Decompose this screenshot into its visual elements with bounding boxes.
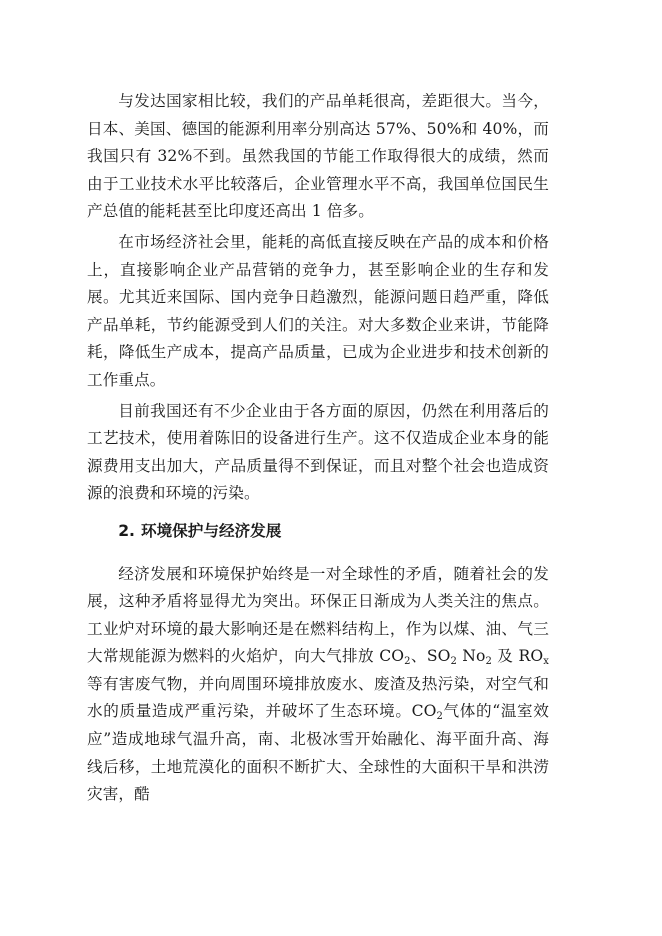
paragraph-outdated-technology: 目前我国还有不少企业由于各方面的原因，仍然在利用落后的工艺技术，使用着陈旧的设备进行生产。这不仅造成企业本身的能源费用支出加大，产品质量得不到保证，而且对整个社会也造成资源的浪费和环境的污染。 [87, 401, 549, 503]
no2-formula: $No_2$ [462, 647, 492, 668]
rox-formula: $RO_x$ [518, 647, 549, 668]
p4-text-1: 经济发展和环境保护始终是一对全球性的矛盾，随着社会的发展，这种矛盾将显得尤为突出。环保正日渐成为人类关注的焦点。工业炉对环境的最大影响还是在燃料结构上，作为以煤、油、气三大常规能源为燃料的火焰炉，向大气排放 [87, 564, 549, 666]
section-heading [87, 518, 549, 546]
so2-formula: $SO_2$ [426, 647, 457, 668]
paragraph-energy-comparison: 与发达国家相比较，我们的产品单耗很高，差距很大。当今，日本、美国、德国的能源利用率分别高达 57%、50%和 40%，而我国只有 32%不到。虽然我国的节能工作取得很大的成绩，然而由于工业技术水平比较落后，企业管理水平不高，我国单位国民生产总值的能耗甚至比印度还高出 1 倍多。 [87, 92, 549, 221]
paragraph-market-economy: 在市场经济社会里，能耗的高低直接反映在产品的成本和价格上，直接影响企业产品营销的竞争力，甚至影响企业的生存和发展。尤其近来国际、国内竞争日趋激烈，能源问题日趋严重，降低产品单耗，节约能源受到人们的关注。对大多数企业来讲，节能降耗，降低生产成本，提高产品质量，已成为企业进步和技术创新的工作重点。 [87, 232, 549, 389]
co2-formula: $CO_2$ [379, 647, 411, 668]
co2-formula-2: $CO_2$ [411, 702, 443, 723]
paragraph-environment: 经济发展和环境保护始终是一对全球性的矛盾，随着社会的发展，这种矛盾将显得尤为突出。环保正日渐成为人类关注的焦点。工业炉对环境的最大影响还是在燃料结构上，作为以煤、油、气三大常规能源为燃料的火焰炉，向大气排放 $CO_2$、$SO_2$ $No_2$ 及 $RO_x$ 等有害废气物，并向周围环境排放废水、废渣及热污染，对空气和水的质量造成严重污染，并破坏了生态环境。$CO_2$气体的“温室效应”造成地球气温升高，南、北极冰雪开始融化、海平面升高、海线后移，土地荒漠化的面积不断扩大、全球性的大面积干旱和洪涝灾害，酷 [87, 564, 549, 804]
section-title: 环境保护与经济发展 [140, 521, 282, 540]
document-page [87, 88, 549, 809]
p4-text-3: 气体的“温室效应”造成地球气温升高，南、北极冰雪开始融化、海平面升高、海线后移，土地荒漠化的面积不断扩大、全球性的大面积干旱和洪涝灾害，酷 [87, 702, 549, 804]
section-number: 2. [118, 521, 135, 540]
p4-text-2: 等有害废气物，并向周围环境排放废水、废渣及热污染，对空气和水的质量造成严重污染，并破坏了生态环境。 [87, 674, 549, 721]
